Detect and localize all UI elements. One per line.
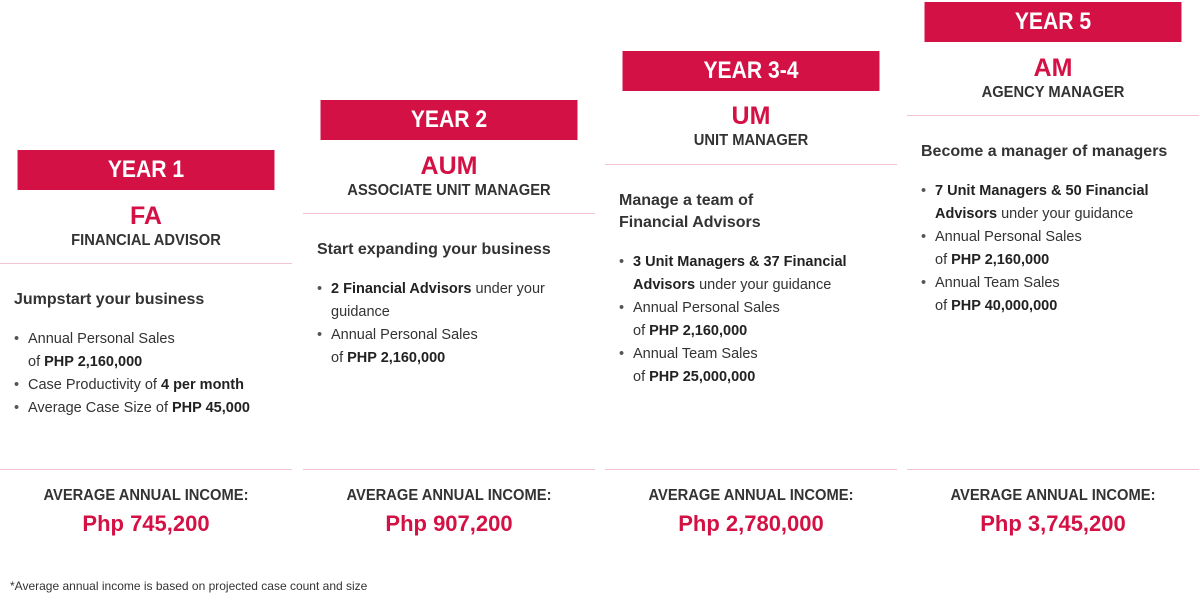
divider <box>907 469 1199 470</box>
requirement-highlight: PHP 25,000,000 <box>649 369 756 385</box>
requirement-text: under your guidance <box>331 281 545 320</box>
requirement-text: of <box>28 354 45 370</box>
footnote: *Average annual income is based on projected case count and size <box>10 579 368 593</box>
requirement-highlight: PHP 40,000,000 <box>951 298 1058 314</box>
year-banner: YEAR 1 <box>18 150 275 190</box>
requirement-item <box>619 251 891 297</box>
requirement-item <box>921 272 1193 318</box>
requirements-list <box>14 328 286 420</box>
requirement-text: Annual Personal Sales <box>935 229 1082 245</box>
requirement-highlight: 3 Unit Managers & 37 Financial Advisors <box>633 254 847 293</box>
requirement-text: of <box>331 350 348 366</box>
year-banner: YEAR 5 <box>925 2 1182 42</box>
divider <box>605 469 897 470</box>
requirement-item <box>317 278 589 324</box>
requirement-highlight: PHP 2,160,000 <box>649 323 748 339</box>
requirement-text: Annual Personal Sales <box>28 331 175 347</box>
requirement-highlight: PHP 2,160,000 <box>347 350 446 366</box>
requirements-list <box>317 278 589 370</box>
career-column-year-3-4 <box>605 0 897 560</box>
year-banner: YEAR 3-4 <box>623 51 880 91</box>
role-intro: Start expanding your business <box>317 241 551 258</box>
requirement-highlight: PHP 2,160,000 <box>44 354 143 370</box>
requirement-text: under your guidance <box>695 277 832 293</box>
requirement-item <box>921 180 1193 226</box>
career-column-year-2 <box>303 0 595 560</box>
requirement-text: of <box>633 323 650 339</box>
income-label: AVERAGE ANNUAL INCOME: <box>950 487 1156 504</box>
income-label: AVERAGE ANNUAL INCOME: <box>648 487 854 504</box>
requirement-text: under your guidance <box>997 206 1134 222</box>
income-value: Php 3,745,200 <box>980 511 1126 536</box>
role-abbreviation: AM <box>1033 54 1073 82</box>
requirement-item <box>14 397 286 420</box>
income-value: Php 2,780,000 <box>678 511 824 536</box>
requirement-item <box>619 343 891 389</box>
role-abbreviation: FA <box>130 202 162 230</box>
role-abbreviation: AUM <box>420 152 478 180</box>
divider <box>303 213 595 214</box>
requirement-text: of <box>935 252 952 268</box>
career-column-year-1 <box>0 0 292 560</box>
income-label: AVERAGE ANNUAL INCOME: <box>346 487 552 504</box>
role-intro: Become a manager of managers <box>921 143 1168 160</box>
role-title: UNIT MANAGER <box>693 132 809 149</box>
role-title: AGENCY MANAGER <box>981 84 1125 101</box>
requirement-highlight: 2 Financial Advisors <box>331 281 472 297</box>
income-value: Php 907,200 <box>385 511 513 536</box>
divider <box>303 469 595 470</box>
requirement-highlight: 7 Unit Managers & 50 Financial Advisors <box>935 183 1149 222</box>
requirements-list <box>921 180 1193 318</box>
requirement-item <box>14 328 286 374</box>
requirement-highlight: PHP 2,160,000 <box>951 252 1050 268</box>
role-intro: Jumpstart your business <box>14 291 205 308</box>
requirement-item <box>317 324 589 370</box>
divider <box>0 263 292 264</box>
divider <box>907 115 1199 116</box>
career-column-year-5 <box>907 0 1199 560</box>
requirement-highlight: PHP 45,000 <box>172 400 250 416</box>
requirement-text: Case Productivity of <box>28 377 161 393</box>
requirement-item <box>921 226 1193 272</box>
divider <box>605 164 897 165</box>
role-intro: Manage a team of Financial Advisors <box>619 192 761 231</box>
requirement-text: Annual Personal Sales <box>633 300 780 316</box>
requirement-text: Annual Personal Sales <box>331 327 478 343</box>
requirement-highlight: 4 per month <box>160 377 244 393</box>
year-banner: YEAR 2 <box>321 100 578 140</box>
requirement-item <box>14 374 286 397</box>
role-title: ASSOCIATE UNIT MANAGER <box>347 182 551 199</box>
divider <box>0 469 292 470</box>
role-abbreviation: UM <box>731 102 771 130</box>
requirement-text: of <box>633 369 650 385</box>
requirements-list <box>619 251 891 389</box>
requirement-text: Average Case Size of <box>28 400 173 416</box>
income-value: Php 745,200 <box>82 511 210 536</box>
income-label: AVERAGE ANNUAL INCOME: <box>43 487 249 504</box>
requirement-item <box>619 297 891 343</box>
requirement-text: Annual Team Sales <box>935 275 1060 291</box>
requirement-text: Annual Team Sales <box>633 346 758 362</box>
requirement-text: of <box>935 298 952 314</box>
role-title: FINANCIAL ADVISOR <box>71 232 221 249</box>
